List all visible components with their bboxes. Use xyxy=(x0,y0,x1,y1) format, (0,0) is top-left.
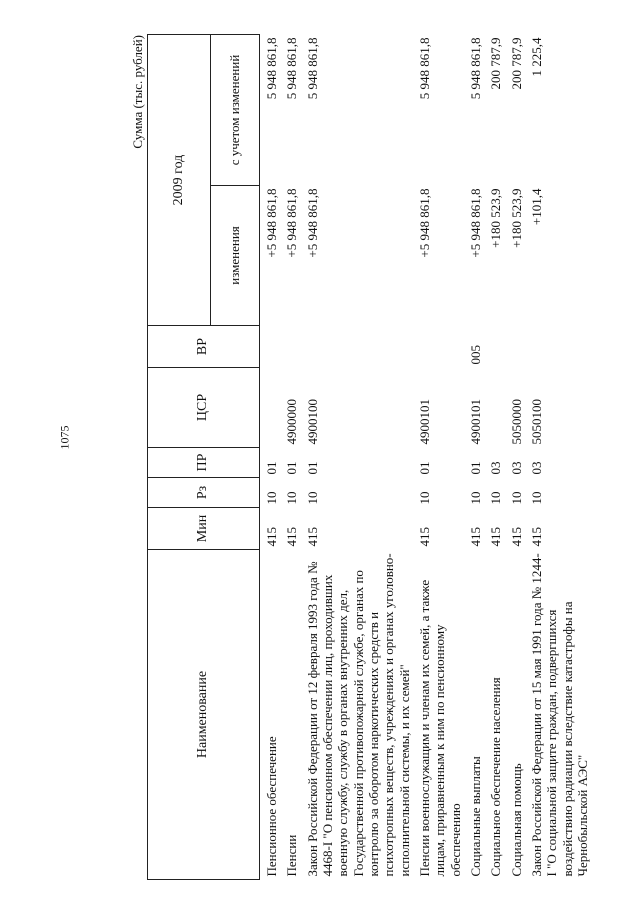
row-name: Социальное обеспечение населения xyxy=(488,677,504,877)
row-rz: 10 xyxy=(528,491,544,505)
row-csr: 4900101 xyxy=(467,399,483,445)
row-pr: 03 xyxy=(488,461,504,475)
table-row xyxy=(301,35,413,880)
row-total: 5 948 861,8 xyxy=(284,37,300,100)
row-name: Пенсионное обеспечение xyxy=(264,736,279,877)
row-vr xyxy=(525,326,591,368)
row-min: 415 xyxy=(416,527,432,547)
table-row xyxy=(260,35,281,880)
row-name: Пенсии xyxy=(284,834,300,877)
row-vr: 005 xyxy=(467,345,483,365)
header-with-changes: с учетом изменений xyxy=(211,35,260,186)
row-total: 5 948 861,8 xyxy=(264,37,279,100)
row-min: 415 xyxy=(508,527,524,547)
row-total: 5 948 861,8 xyxy=(416,37,432,100)
row-min: 415 xyxy=(528,527,544,547)
row-csr xyxy=(484,368,504,448)
header-rz: Рз xyxy=(148,478,260,508)
row-pr: 01 xyxy=(264,461,279,475)
row-vr xyxy=(280,326,300,368)
table-row xyxy=(280,35,300,880)
table-row xyxy=(525,35,591,880)
row-name: Социальные выплаты xyxy=(467,756,483,877)
row-rz: 10 xyxy=(467,491,483,505)
row-rz: 10 xyxy=(508,491,524,505)
budget-table xyxy=(147,34,591,880)
row-rz: 10 xyxy=(284,491,300,505)
row-csr: 4900100 xyxy=(304,399,320,445)
row-pr: 03 xyxy=(508,461,524,475)
row-csr: 4900000 xyxy=(284,399,300,445)
row-name: Пенсии военнослужащим и членам их семей, а также лицам, приравненным к ним по пенсионному обеспечению xyxy=(416,579,463,877)
row-change: +101,4 xyxy=(528,188,544,226)
units-caption: Сумма (тыс. рублей) xyxy=(130,35,145,149)
row-pr: 01 xyxy=(304,461,320,475)
table-header xyxy=(148,35,260,880)
header-pr: ПР xyxy=(148,448,260,478)
row-csr: 5050100 xyxy=(528,399,544,445)
row-vr xyxy=(260,326,281,368)
header-changes: изменения xyxy=(211,186,260,326)
row-name: Закон Российской Федерации от 12 февраля 1993 года № 4468-I "О пенсионном обеспечении лиц, проходивших военную службу, службу в органах внутренних дел, Государственной противопожарной службе, органах по контролю за оборотом наркотических средств и психотропных веществ, учреждениях и органах уголовно-исполнительной системы, и их семей" xyxy=(304,553,412,877)
row-change: +180 523,9 xyxy=(488,188,504,248)
row-change: +5 948 861,8 xyxy=(264,188,279,258)
row-pr: 03 xyxy=(528,461,544,475)
row-pr: 01 xyxy=(416,461,432,475)
header-min: Мин xyxy=(148,508,260,550)
row-total: 200 787,9 xyxy=(508,37,524,90)
row-vr xyxy=(301,326,413,368)
page-number: 1075 xyxy=(57,425,72,450)
row-name: Социальная помощь xyxy=(508,763,524,877)
row-csr: 5050000 xyxy=(508,399,524,445)
row-rz: 10 xyxy=(304,491,320,505)
table-row xyxy=(413,35,464,880)
table-row xyxy=(464,35,484,880)
row-name: Закон Российской Федерации от 15 мая 1991 года № 1244-I "О социальной защите граждан, подвергшихся воздействию радиации вследствие катастрофы на Чернобыльской АЭС" xyxy=(528,553,590,877)
table-row xyxy=(505,35,525,880)
row-vr xyxy=(505,326,525,368)
row-min: 415 xyxy=(304,527,320,547)
row-total: 1 225,4 xyxy=(528,37,544,77)
row-rz: 10 xyxy=(488,491,504,505)
row-rz: 10 xyxy=(416,491,432,505)
row-vr xyxy=(484,326,504,368)
row-change: +5 948 861,8 xyxy=(467,188,483,258)
table-row xyxy=(484,35,504,880)
rotated-page xyxy=(130,25,600,885)
row-rz: 10 xyxy=(264,491,279,505)
row-vr xyxy=(413,326,464,368)
header-vr: ВР xyxy=(148,326,260,368)
row-total: 5 948 861,8 xyxy=(304,37,320,100)
row-total: 200 787,9 xyxy=(488,37,504,90)
row-min: 415 xyxy=(488,527,504,547)
row-csr xyxy=(260,368,281,448)
row-csr: 4900101 xyxy=(416,399,432,445)
row-change: +5 948 861,8 xyxy=(284,188,300,258)
row-pr: 01 xyxy=(284,461,300,475)
row-total: 5 948 861,8 xyxy=(467,37,483,100)
row-change: +5 948 861,8 xyxy=(416,188,432,258)
row-min: 415 xyxy=(284,527,300,547)
header-csr: ЦСР xyxy=(148,368,260,448)
row-change: +180 523,9 xyxy=(508,188,524,248)
header-name: Наименование xyxy=(148,550,260,880)
row-min: 415 xyxy=(264,527,279,547)
row-pr: 01 xyxy=(467,461,483,475)
header-year: 2009 год xyxy=(148,35,211,326)
row-change: +5 948 861,8 xyxy=(304,188,320,258)
table-body xyxy=(260,35,592,880)
row-min: 415 xyxy=(467,527,483,547)
